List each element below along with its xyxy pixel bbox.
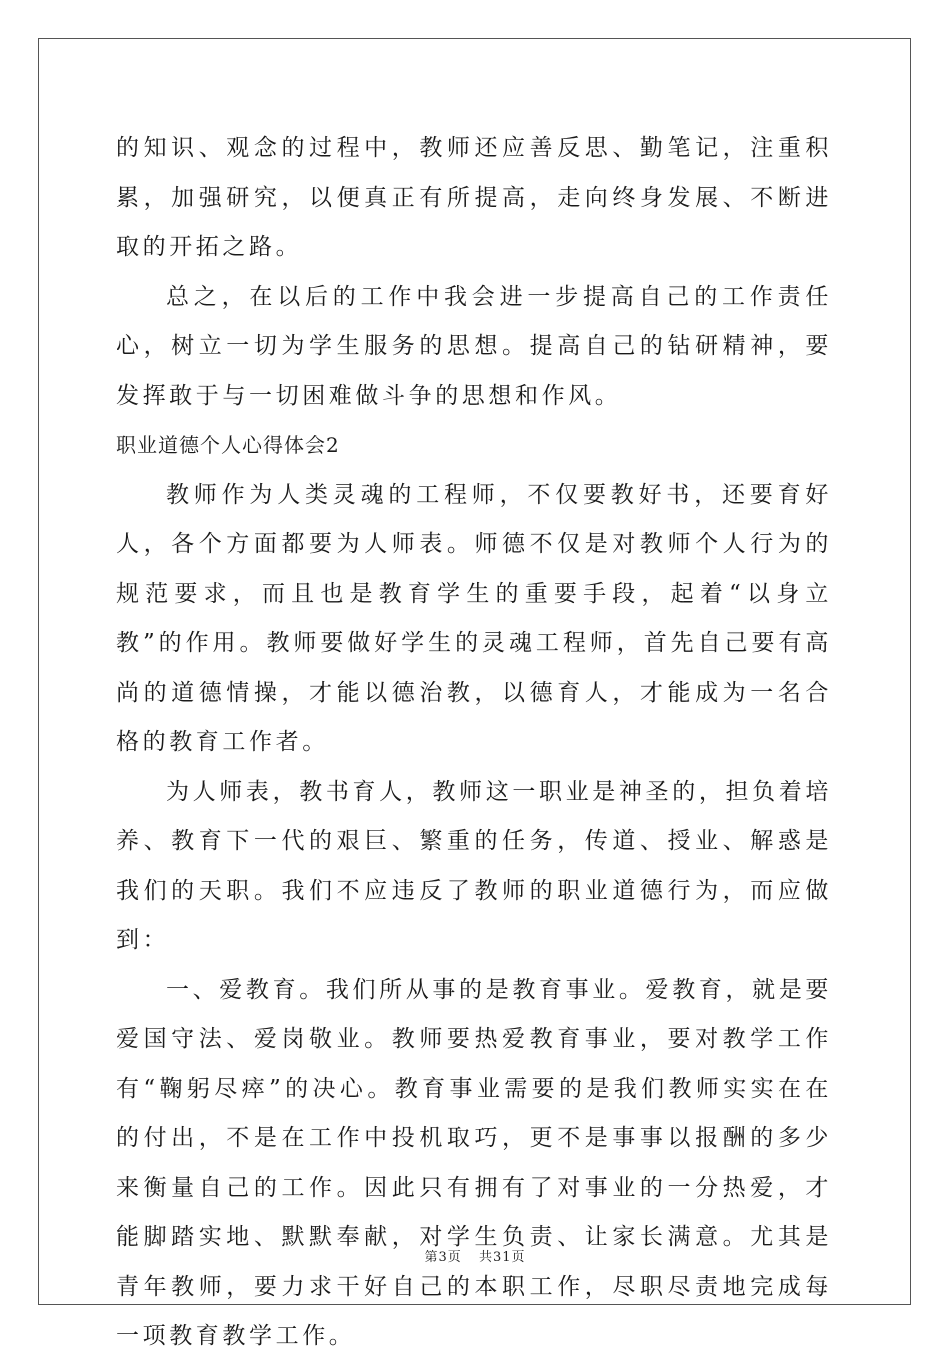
paragraph-conclusion: 总之，在以后的工作中我会进一步提高自己的工作责任心，树立一切为学生服务的思想。提高自己的钻研精神，要发挥敢于与一切困难做斗争的思想和作风。 [116, 283, 832, 409]
paragraph-duties: 为人师表，教书育人，教师这一职业是神圣的，担负着培养、教育下一代的艰巨、繁重的任务，传道、授业、解惑是我们的天职。我们不应违反了教师的职业道德行为，而应做到： [116, 778, 832, 953]
paragraph-teacher-role: 教师作为人类灵魂的工程师，不仅要教好书，还要育好人，各个方面都要为人师表。师德不仅是对教师个人行为的规范要求，而且也是教育学生的重要手段，起着“以身立教”的作用。教师要做好学生的灵魂工程师，首先自己要有高尚的道德情操，才能以德治教，以德育人，才能成为一名合格的教育工作者。 [116, 481, 832, 755]
page-footer [0, 1246, 950, 1265]
paragraph-continued: 的知识、观念的过程中，教师还应善反思、勤笔记，注重积累，加强研究，以便真正有所提高，走向终身发展、不断进取的开拓之路。 [116, 135, 832, 260]
section-heading: 职业道德个人心得体会2 [116, 433, 340, 457]
page-number: 第3页 [424, 1250, 462, 1265]
paragraph-love-education: 一、爱教育。我们所从事的是教育事业。爱教育，就是要爱国守法、爱岗敬业。教师要热爱教育事业，要对教学工作有“鞠躬尽瘁”的决心。教育事业需要的是我们教师实实在在的付出，不是在工作中投机取巧，更不是事事以报酬的多少来衡量自己的工作。因此只有拥有了对事业的一分热爱，才能脚踏实地、默默奉献，对学生负责、让家长满意。尤其是青年教师，要力求干好自己的本职工作，尽职尽责地完成每一项教育教学工作。 [116, 976, 832, 1349]
document-body [116, 124, 832, 1362]
page-total: 共31页 [478, 1250, 526, 1265]
